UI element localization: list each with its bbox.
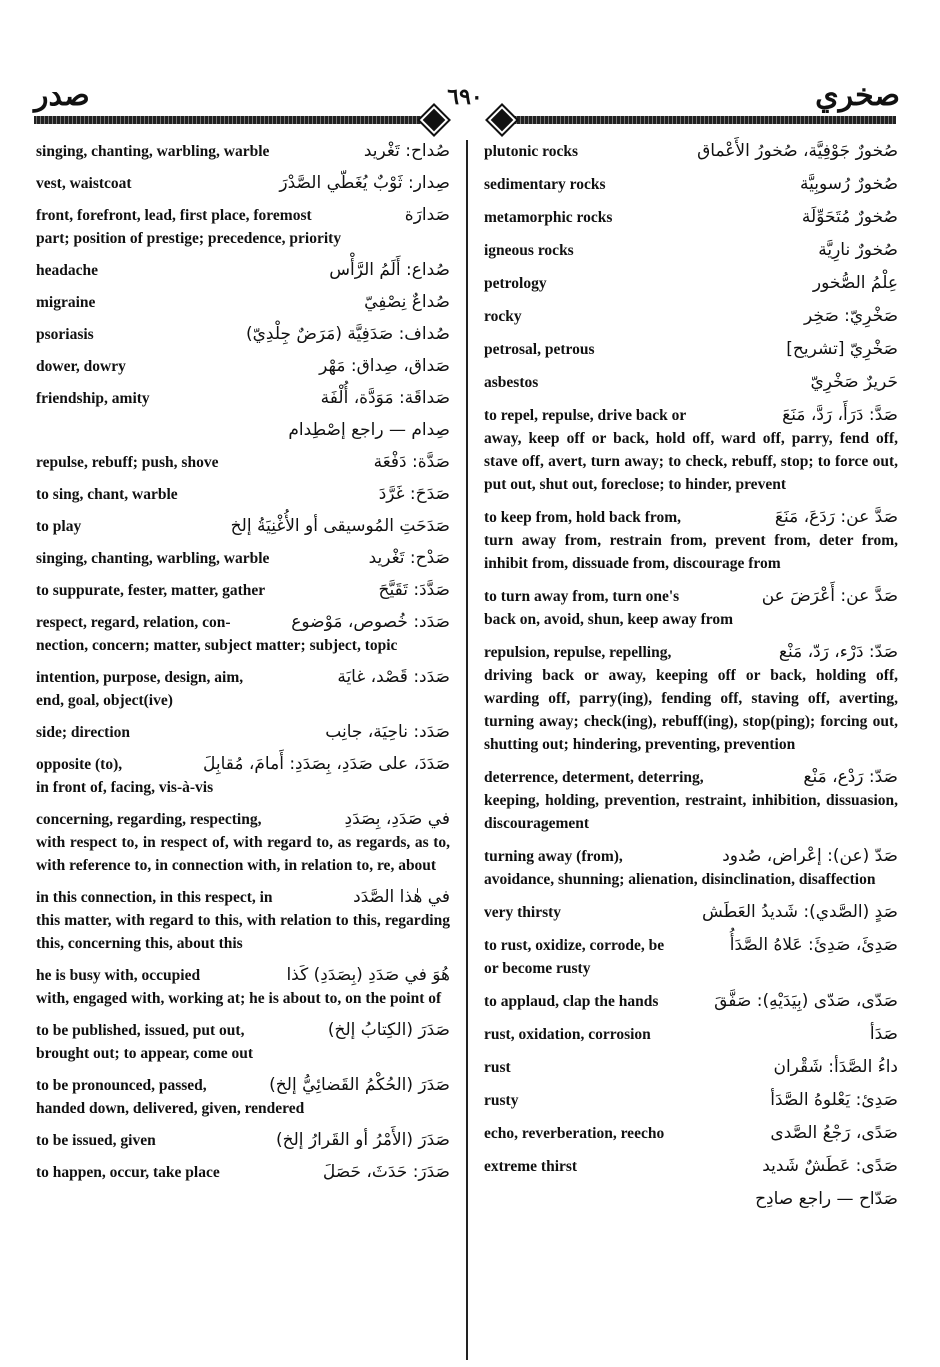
dictionary-entry [36, 1019, 450, 1065]
arabic-headword: صَدَّ: دَرَأَ، رَدَّ، مَنَعَ [782, 405, 898, 425]
dictionary-entry [36, 259, 450, 282]
english-definition-continued: this matter, with regard to this, with relation to this, regarding this, concerning this, about this [36, 912, 450, 952]
dictionary-entry [36, 140, 450, 163]
header-right-word: صخري [815, 78, 900, 113]
english-definition-continued: or become rusty [484, 960, 591, 977]
entry-headline [484, 585, 898, 608]
entry-headline [484, 934, 898, 957]
entry-headline [484, 371, 898, 394]
arabic-headword: عِلْمُ الصُّخور [812, 273, 898, 293]
english-definition: rusty [484, 1092, 519, 1109]
entry-headline [484, 173, 898, 196]
arabic-cross-reference: صِدام — راجع إصْطِدام [288, 420, 450, 440]
english-definition-continued: end, goal, object(ive) [36, 692, 173, 709]
right-column [484, 140, 898, 1221]
dictionary-entry [36, 753, 450, 799]
arabic-headword: صَدًى: عَطَشٌ شَديد [762, 1156, 898, 1176]
english-definition: deterrence, determent, deterring, [484, 769, 704, 786]
entry-headline [36, 387, 450, 410]
arabic-headword: صَدّ: رَدْع، مَنْع [803, 767, 898, 787]
arabic-headword: صَدَرَ: حَدَثَ، حَصَلَ [322, 1162, 450, 1182]
arabic-headword: صَدّ: دَرْء، رَدّ، مَنْع [778, 642, 898, 662]
header-left-word: صدر [34, 78, 90, 113]
arabic-headword: صُداح: تَغْريد [363, 141, 450, 161]
entry-headline [484, 140, 898, 163]
english-definition: migraine [36, 294, 96, 311]
english-definition: to be pronounced, passed, [36, 1077, 207, 1094]
english-definition: petrosal, petrous [484, 341, 595, 358]
english-definition: rust [484, 1059, 511, 1076]
english-definition: psoriasis [36, 326, 94, 343]
header-rule-left [34, 116, 430, 124]
english-definition-continued: avoidance, shunning; alienation, disinclination, disaffection [484, 871, 876, 888]
dictionary-entry [484, 1056, 898, 1079]
english-definition: to turn away from, turn one's [484, 588, 680, 605]
arabic-headword: صُخورٌ رُسوبِيَّة [799, 174, 898, 194]
entry-headline [36, 451, 450, 474]
entry-headline [36, 259, 450, 282]
entry-headline [484, 1155, 898, 1178]
dictionary-entry [484, 641, 898, 756]
dictionary-entry [484, 845, 898, 891]
left-column [36, 140, 450, 1193]
english-definition-continued: in front of, facing, vis-à-vis [36, 779, 214, 796]
dictionary-entry [36, 483, 450, 506]
entry-headline [484, 845, 898, 868]
arabic-headword: صَدِئ: يَعْلوهُ الصَّدَأ [770, 1090, 898, 1110]
dictionary-entry [36, 579, 450, 602]
arabic-headword: صَدٍ (الصَّدي): شَديدُ العَطَش [702, 902, 898, 922]
arabic-headword: صَدَد: خُصوص، مَوْضوع [291, 612, 450, 632]
english-definition-continued: part; position of prestige; precedence, priority [36, 230, 342, 247]
english-definition: turning away (from), [484, 848, 623, 865]
dictionary-entry [36, 419, 450, 442]
entry-headline [484, 338, 898, 361]
entry-headline [36, 1129, 450, 1152]
arabic-headword: صَدَحَتِ المُوسيقى أو الأُغْنِيَةُ إلخ [230, 516, 450, 536]
dictionary-entry [484, 140, 898, 163]
english-definition: opposite (to), [36, 756, 123, 773]
entry-headline [484, 1023, 898, 1046]
dictionary-entry [484, 272, 898, 295]
english-definition: sedimentary rocks [484, 176, 606, 193]
dictionary-entry [36, 611, 450, 657]
arabic-headword: صُخورٌ جَوْفِيَّة، صُخورُ الأَعْماق [697, 141, 898, 161]
arabic-headword: داءُ الصَّدَأ: شَقْران [773, 1057, 898, 1077]
entry-headline [36, 579, 450, 602]
english-definition: to sing, chant, warble [36, 486, 178, 503]
arabic-headword: في صَدَدِ، بِصَدَدِ [344, 809, 450, 829]
entry-headline [36, 140, 450, 163]
arabic-headword: صَدًى، رَجْعُ الصَّدى [770, 1123, 898, 1143]
column-divider [466, 140, 468, 1360]
english-definition: extreme thirst [484, 1158, 578, 1175]
arabic-headword: في هٰذا الصَّدَد [353, 887, 450, 907]
dictionary-entry [484, 173, 898, 196]
dictionary-entry [484, 1155, 898, 1178]
english-definition: rust, oxidation, corrosion [484, 1026, 651, 1043]
entry-headline [36, 964, 450, 987]
diamond-ornament-left [420, 106, 448, 134]
dictionary-entry [484, 585, 898, 631]
dictionary-entry [484, 506, 898, 575]
english-definition-continued: handed down, delivered, given, rendered [36, 1100, 305, 1117]
dictionary-entry [36, 886, 450, 955]
arabic-headword: حَريرٌ صَخْرِيّ [810, 372, 898, 392]
header-rule-right [506, 116, 896, 124]
arabic-headword: صَدَأ [869, 1024, 898, 1044]
entry-headline [36, 611, 450, 634]
dictionary-entry [484, 990, 898, 1013]
entry-headline [36, 355, 450, 378]
english-definition-continued: keeping, holding, prevention, restraint, inhibition, dissuasion, discouragement [484, 792, 898, 832]
arabic-headword: صَدَرَ (الكِتابُ إلخ) [327, 1020, 450, 1040]
entry-headline [36, 483, 450, 506]
english-definition: repulse, rebuff; push, shove [36, 454, 219, 471]
dictionary-entry [36, 323, 450, 346]
dictionary-entry [484, 239, 898, 262]
arabic-headword: صَدِئَ، صَدِئَ: عَلاهُ الصَّدَأُ [729, 935, 898, 955]
english-definition-continued: driving back or away, keeping off or back, holding off, warding off, parry(ing), fending off, staving off, averting, turning away; check(ing), rebuff(ing), stop(ping); forcing out, shutting out; hindering, preventing, prevention [484, 667, 898, 753]
entry-headline [484, 239, 898, 262]
dictionary-entry [484, 338, 898, 361]
dictionary-entry [36, 1161, 450, 1184]
arabic-headword: صُداف: صَدَفِيَّة (مَرَضٌ جِلْدِيّ) [245, 324, 450, 344]
english-definition: to suppurate, fester, matter, gather [36, 582, 266, 599]
english-definition: to be issued, given [36, 1132, 156, 1149]
dictionary-entry [36, 1074, 450, 1120]
english-definition: to play [36, 518, 82, 535]
entry-headline [36, 1019, 450, 1042]
english-definition: singing, chanting, warbling, warble [36, 143, 270, 160]
dictionary-entry [36, 515, 450, 538]
entry-headline [484, 1089, 898, 1112]
english-definition: echo, reverberation, reecho [484, 1125, 665, 1142]
english-definition: front, forefront, lead, first place, foremost [36, 207, 312, 224]
entry-headline [484, 1056, 898, 1079]
dictionary-entry [36, 721, 450, 744]
entry-headline [36, 753, 450, 776]
dictionary-entry [36, 547, 450, 570]
arabic-headword: صُداعٌ نِصْفِيّ [364, 292, 450, 312]
english-definition: singing, chanting, warbling, warble [36, 550, 270, 567]
arabic-headword: هُوَ في صَدَدِ (بِصَدَدِ) كَذا [286, 965, 450, 985]
english-definition: to repel, repulse, drive back or [484, 407, 687, 424]
entry-headline [36, 515, 450, 538]
entry-headline [36, 323, 450, 346]
dictionary-entry [484, 1188, 898, 1211]
arabic-headword: صَدَدَ، على صَدَدِ، بِصَدَدِ: أَمامَ، مُقابِلَ [203, 754, 450, 774]
english-definition: repulsion, repulse, repelling, [484, 644, 672, 661]
dictionary-entry [36, 1129, 450, 1152]
entry-headline [484, 404, 898, 427]
arabic-headword: صَداقَة: مَوَدَّة، أُلْفَة [320, 388, 450, 408]
dictionary-entry [484, 206, 898, 229]
dictionary-entry [484, 404, 898, 496]
diamond-ornament-right [488, 106, 516, 134]
english-definition: igneous rocks [484, 242, 574, 259]
english-definition: rocky [484, 308, 522, 325]
arabic-headword: صَدْح: تَغْريد [368, 548, 450, 568]
dictionary-entry [484, 1023, 898, 1046]
entry-headline [36, 547, 450, 570]
english-definition-continued: away, keep off or back, hold off, ward off, parry, fend off, stave off, avert, turn away; to check, rebuff, stop; to force out, put out, shut out, foreclose; to hinder, prevent [484, 430, 898, 493]
english-definition: in this connection, in this respect, in [36, 889, 273, 906]
dictionary-entry [36, 355, 450, 378]
dictionary-entry [36, 666, 450, 712]
arabic-headword: صَدَحَ: غَرَّدَ [378, 484, 450, 504]
dictionary-entry [36, 387, 450, 410]
entry-headline [36, 721, 450, 744]
arabic-headword: صِدار: ثَوْبٌ يُغَطّي الصَّدْرَ [279, 173, 450, 193]
arabic-cross-reference: صَدّاح — راجع صادِح [755, 1189, 898, 1209]
dictionary-entry [36, 808, 450, 877]
arabic-headword: صَدارَة [404, 205, 450, 225]
english-definition-continued: nection, concern; matter, subject matter; subject, topic [36, 637, 398, 654]
entry-headline [36, 886, 450, 909]
english-definition: to applaud, clap the hands [484, 993, 659, 1010]
arabic-headword: صَدَّ عن: رَدَعَ، مَنَعَ [774, 507, 898, 527]
entry-headline [484, 901, 898, 924]
dictionary-entry [36, 964, 450, 1010]
english-definition: vest, waistcoat [36, 175, 132, 192]
dictionary-entry [36, 204, 450, 250]
english-definition-continued: with, engaged with, working at; he is about to, on the point of [36, 990, 442, 1007]
english-definition-continued: back on, avoid, shun, keep away from [484, 611, 734, 628]
arabic-headword: صَدّى، صَدّى (بِيَدَيْهِ): صَفَّقَ [714, 991, 898, 1011]
dictionary-entry [484, 934, 898, 980]
arabic-headword: صَخْرِيّ: صَخِر [803, 306, 898, 326]
english-definition: petrology [484, 275, 547, 292]
entry-headline [484, 990, 898, 1013]
english-definition: to happen, occur, take place [36, 1164, 220, 1181]
entry-headline [36, 204, 450, 227]
english-definition: asbestos [484, 374, 539, 391]
entry-headline [484, 206, 898, 229]
english-definition: friendship, amity [36, 390, 150, 407]
arabic-headword: صَدَد: ناحِيَة، جانِب [325, 722, 450, 742]
entry-headline [484, 1122, 898, 1145]
dictionary-entry [484, 371, 898, 394]
entry-headline [484, 506, 898, 529]
arabic-headword: صُداع: أَلَمُ الرَّأْس [329, 260, 450, 280]
english-definition-continued: with respect to, in respect of, with regard to, as regards, as to, with reference to, in connection with, in relation to, re, about [36, 834, 450, 874]
arabic-headword: صُخورٌ نارِيَّة [818, 240, 898, 260]
english-definition: plutonic rocks [484, 143, 579, 160]
entry-headline [36, 666, 450, 689]
dictionary-entry [484, 766, 898, 835]
dictionary-entry [484, 1089, 898, 1112]
dictionary-entry [484, 901, 898, 924]
entry-headline [36, 291, 450, 314]
arabic-headword: صَدَرَ (الحُكْمُ القَضائِيُّ إلخ) [269, 1075, 450, 1095]
dictionary-entry [36, 291, 450, 314]
english-definition: dower, dowry [36, 358, 126, 375]
entry-headline [484, 272, 898, 295]
english-definition: he is busy with, occupied [36, 967, 201, 984]
dictionary-entry [484, 1122, 898, 1145]
entry-headline [484, 766, 898, 789]
dictionary-entry [484, 305, 898, 328]
english-definition-continued: turn away from, restrain from, prevent from, deter from, inhibit from, dissuade from, discourage from [484, 532, 898, 572]
arabic-headword: صُخورٌ مُتَحَوِّلَة [801, 207, 898, 227]
entry-headline [36, 172, 450, 195]
entry-headline [484, 305, 898, 328]
entry-headline [36, 1161, 450, 1184]
english-definition: metamorphic rocks [484, 209, 613, 226]
english-definition: to be published, issued, put out, [36, 1022, 245, 1039]
dictionary-entry [36, 172, 450, 195]
arabic-headword: صَدَّدَ: تَقَيَّحَ [378, 580, 450, 600]
english-definition: concerning, regarding, respecting, [36, 811, 262, 828]
english-definition: to keep from, hold back from, [484, 509, 682, 526]
arabic-headword: صَدَد: قَصْد، غايَة [337, 667, 450, 687]
arabic-headword: صَدَّة: دَفْعَة [373, 452, 450, 472]
entry-headline [36, 1074, 450, 1097]
entry-headline [36, 808, 450, 831]
entry-headline [484, 641, 898, 664]
arabic-headword: صَدَرَ (الأَمْرُ أو القَرارُ إلخ) [276, 1130, 450, 1150]
english-definition: respect, regard, relation, con- [36, 614, 231, 631]
dictionary-entry [36, 451, 450, 474]
arabic-headword: صَدّ (عن): إعْراض، صُدود [722, 846, 898, 866]
arabic-headword: صَخْرِيّ [تشريح] [786, 339, 898, 359]
english-definition: intention, purpose, design, aim, [36, 669, 244, 686]
arabic-headword: صَدَّ عن: أَعْرَضَ عن [761, 586, 898, 606]
english-definition: very thirsty [484, 904, 562, 921]
arabic-headword: صَداق، صِداق: مَهْر [319, 356, 450, 376]
english-definition: side; direction [36, 724, 130, 741]
english-definition: to rust, oxidize, corrode, be [484, 937, 665, 954]
page-number: ٦٩٠ [447, 84, 483, 110]
english-definition: headache [36, 262, 98, 279]
english-definition-continued: brought out; to appear, come out [36, 1045, 254, 1062]
